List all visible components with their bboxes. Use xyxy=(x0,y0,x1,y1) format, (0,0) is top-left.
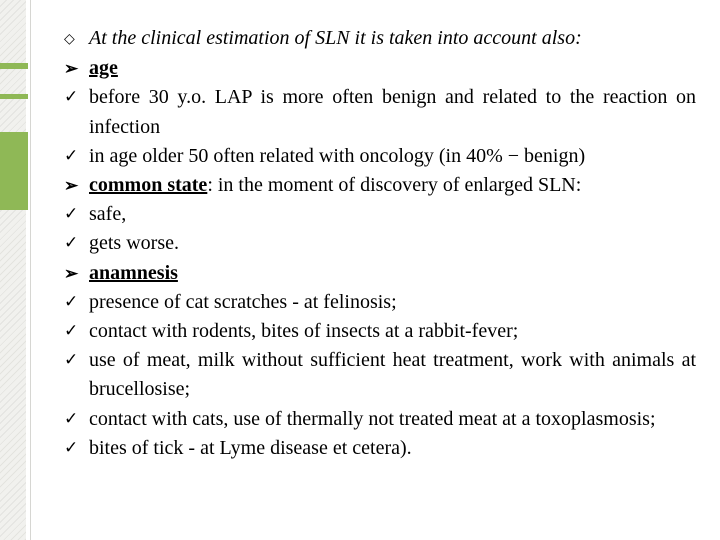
item-text: contact with rodents, bites of insects at a rabbit-fever; xyxy=(89,320,519,343)
list-item xyxy=(64,229,696,258)
section-text: : in the moment of discovery of enlarged SLN: xyxy=(207,174,582,197)
item-text: gets worse. xyxy=(89,232,179,255)
check-bullet-icon: ✓ xyxy=(64,87,79,108)
check-bullet-icon: ✓ xyxy=(64,408,79,429)
section-label: anamnesis xyxy=(89,261,178,284)
heading-row xyxy=(64,24,696,54)
check-bullet-icon: ✓ xyxy=(64,233,79,254)
list-item xyxy=(64,259,696,288)
item-text: presence of cat scratches - at felinosis; xyxy=(89,290,397,313)
slide-body xyxy=(64,24,696,463)
item-text: contact with cats, use of thermally not treated meat at a toxoplasmosis; xyxy=(89,407,656,430)
list-item xyxy=(64,288,696,317)
arrow-bullet-icon: ➢ xyxy=(64,263,79,283)
heading-text: At the clinical estimation of SLN it is taken into account also: xyxy=(89,27,582,49)
list-item xyxy=(64,142,696,171)
decorative-left-strip xyxy=(0,0,26,540)
list-item xyxy=(64,171,696,200)
check-bullet-icon: ✓ xyxy=(64,350,79,371)
check-bullet-icon: ✓ xyxy=(64,437,79,458)
green-accent-marker xyxy=(0,63,28,69)
list-item xyxy=(64,405,696,434)
green-accent-marker xyxy=(0,94,28,99)
list-item xyxy=(64,346,696,404)
list-item xyxy=(64,83,696,141)
check-bullet-icon: ✓ xyxy=(64,291,79,312)
arrow-bullet-icon: ➢ xyxy=(64,176,79,196)
arrow-bullet-icon: ➢ xyxy=(64,59,79,79)
check-bullet-icon: ✓ xyxy=(64,321,79,342)
check-bullet-icon: ✓ xyxy=(64,204,79,225)
green-accent-marker xyxy=(0,132,28,210)
list-item xyxy=(64,54,696,83)
item-text: before 30 y.o. LAP is more often benign and related to the reaction on infection xyxy=(89,86,696,138)
check-bullet-icon: ✓ xyxy=(64,145,79,166)
item-text: in age older 50 often related with oncology (in 40% − benign) xyxy=(89,144,586,167)
list-item xyxy=(64,200,696,229)
strip-divider-line xyxy=(30,0,31,540)
list-item xyxy=(64,317,696,346)
diamond-outline-icon: ◇ xyxy=(64,32,75,47)
section-label: common state xyxy=(89,174,208,197)
item-text: safe, xyxy=(89,203,127,226)
item-text: use of meat, milk without sufficient heat treatment, work with animals at brucellosise; xyxy=(89,349,696,401)
section-label: age xyxy=(89,57,118,80)
list-item xyxy=(64,434,696,463)
item-text: bites of tick - at Lyme disease et cetera). xyxy=(89,436,412,459)
